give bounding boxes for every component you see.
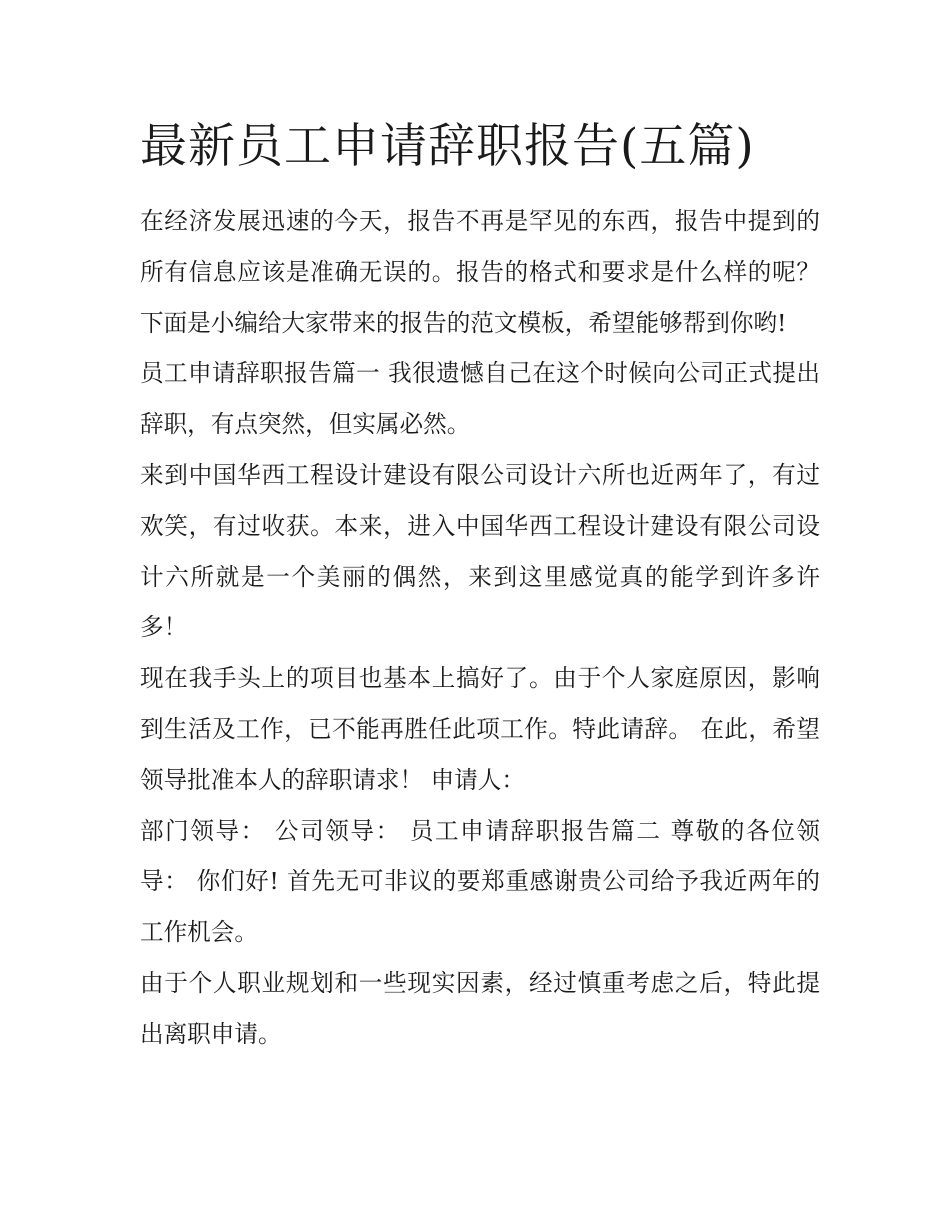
document-page [140, 112, 820, 1060]
paragraph-intro: 在经济发展迅速的今天，报告不再是罕见的东西，报告中提到的所有信息应该是准确无误的。报告的格式和要求是什么样的呢？下面是小编给大家带来的报告的范文模板，希望能够帮到你哟! [140, 207, 820, 337]
paragraph-resignation: 由于个人职业规划和一些现实因素，经过慎重考虑之后，特此提出离职申请。 [140, 968, 820, 1048]
document-title: 最新员工申请辞职报告(五篇) [140, 119, 755, 174]
paragraph-part-one: 员工申请辞职报告篇一 我很遗憾自己在这个时候向公司正式提出辞职，有点突然，但实属必然。 [140, 359, 820, 439]
paragraph-experience: 来到中国华西工程设计建设有限公司设计六所也近两年了，有过欢笑，有过收获。本来，进入中国华西工程设计建设有限公司设计六所就是一个美丽的偶然，来到这里感觉真的能学到许多许多！ [140, 460, 820, 642]
paragraph-part-two: 部门领导： 公司领导： 员工申请辞职报告篇二 尊敬的各位领导： 你们好! 首先无可非议的要郑重感谢贵公司给予我近两年的工作机会。 [140, 816, 820, 947]
paragraph-reason: 现在我手头上的项目也基本上搞好了。由于个人家庭原因，影响到生活及工作，已不能再胜任此项工作。特此请辞。 在此，希望领导批准本人的辞职请求！ 申请人： [140, 664, 820, 794]
